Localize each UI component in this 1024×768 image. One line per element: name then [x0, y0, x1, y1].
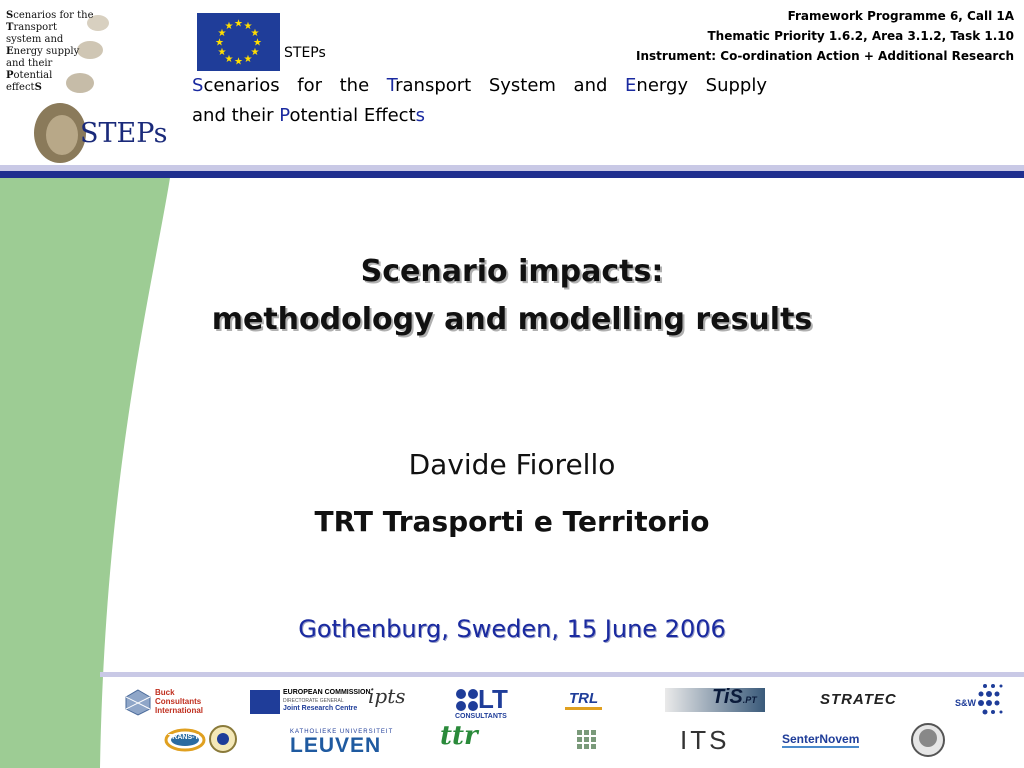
- lt-dots-icon: [455, 688, 479, 712]
- logo-line: Energy supply: [6, 46, 80, 57]
- footer-divider: [100, 672, 1024, 677]
- logo-line: system and: [6, 34, 64, 45]
- steps-logo: [0, 0, 180, 165]
- eu-star-icon: ★: [243, 53, 253, 65]
- sw-logo: S&W: [955, 698, 976, 708]
- eu-star-icon: ★: [234, 18, 243, 30]
- ipts-logo: ipts: [368, 684, 406, 708]
- ec-jrc-logo: EUROPEAN COMMISSION DIRECTORATE GENERAL Joint Research Centre: [283, 689, 371, 712]
- eu-star-icon: ★: [215, 37, 224, 49]
- slide-title-line2: methodology and modelling results: [211, 302, 813, 337]
- framework-instrument: Instrument: Co-ordination Action + Additional Research: [636, 49, 1014, 63]
- subtitle-initial: P: [279, 105, 290, 126]
- tpc-grid-icon: [575, 728, 601, 752]
- lt-consultants-label: CONSULTANTS: [455, 713, 507, 720]
- project-subtitle-line2: [192, 105, 425, 126]
- subtitle-text: otential Effect: [289, 105, 416, 126]
- buck-consultants-logo: Buck Consultants International: [155, 688, 204, 715]
- eu-star-icon: ★: [224, 21, 234, 33]
- project-subtitle-line1: [192, 75, 767, 96]
- framework-call: Framework Programme 6, Call 1A: [787, 9, 1014, 23]
- eu-star-icon: ★: [250, 28, 260, 39]
- ec-flag-icon: [250, 690, 280, 714]
- logo-line: Scenarios for the: [6, 10, 94, 21]
- subtitle-initial: S: [192, 75, 204, 96]
- subtitle-initial: s: [415, 105, 426, 126]
- event-location-date: Gothenburg, Sweden, 15 June 2006: [298, 615, 726, 643]
- eu-star-icon: ★: [217, 47, 227, 58]
- eu-flag-icon: [197, 13, 280, 71]
- coin-seal-icon: [910, 722, 946, 758]
- logo-line: effectS: [6, 82, 42, 93]
- slide-title: [100, 248, 924, 344]
- eu-star-icon: ★: [234, 56, 243, 68]
- transt-logo: TRANS-T: [168, 734, 199, 741]
- eu-star-icon: ★: [253, 37, 262, 49]
- framework-priority: Thematic Priority 1.6.2, Area 3.1.2, Task 1.10: [707, 29, 1014, 43]
- trl-logo: TRL: [565, 690, 602, 710]
- logo-line: Transport: [6, 22, 57, 33]
- eu-star-icon: ★: [243, 21, 253, 33]
- organisation-name: TRT Trasporti e Territorio: [314, 505, 710, 538]
- subtitle-text: cenarios for the: [203, 75, 387, 96]
- steps-logo-word: STEPs: [80, 118, 168, 149]
- subtitle-text: ransport System and: [395, 75, 626, 96]
- subtitle-initial: E: [625, 75, 637, 96]
- stratec-logo: STRATEC: [820, 691, 897, 708]
- buck-consultants-icon: [124, 688, 152, 716]
- seal-icon: [208, 724, 238, 754]
- kul-top-label: KATHOLIEKE UNIVERSITEIT: [290, 729, 394, 735]
- author-name: Davide Fiorello: [408, 448, 616, 481]
- eu-star-icon: ★: [224, 53, 234, 65]
- subtitle-text: nergy Supply: [636, 75, 767, 96]
- eu-star-icon: ★: [250, 47, 260, 58]
- logo-line: Potential: [6, 70, 53, 81]
- its-logo: ITS: [680, 725, 730, 755]
- subtitle-initial: T: [386, 75, 396, 96]
- framework-info: [636, 6, 1014, 66]
- subtitle-text: and their: [192, 105, 280, 126]
- kul-leuven-logo: LEUVEN: [290, 734, 382, 757]
- logo-line: and their: [6, 58, 53, 69]
- senternovem-logo: SenterNovem: [782, 732, 860, 746]
- slide-title-line1: Scenario impacts:: [360, 254, 664, 289]
- lt-consultants-logo: LT: [478, 684, 508, 714]
- tis-logo: TiS.PT: [712, 686, 757, 708]
- eu-flag-label: STEPs: [284, 45, 326, 61]
- ttr-logo: ttr: [440, 721, 478, 751]
- eu-star-icon: ★: [217, 28, 227, 39]
- header-divider-dark: [0, 171, 1024, 178]
